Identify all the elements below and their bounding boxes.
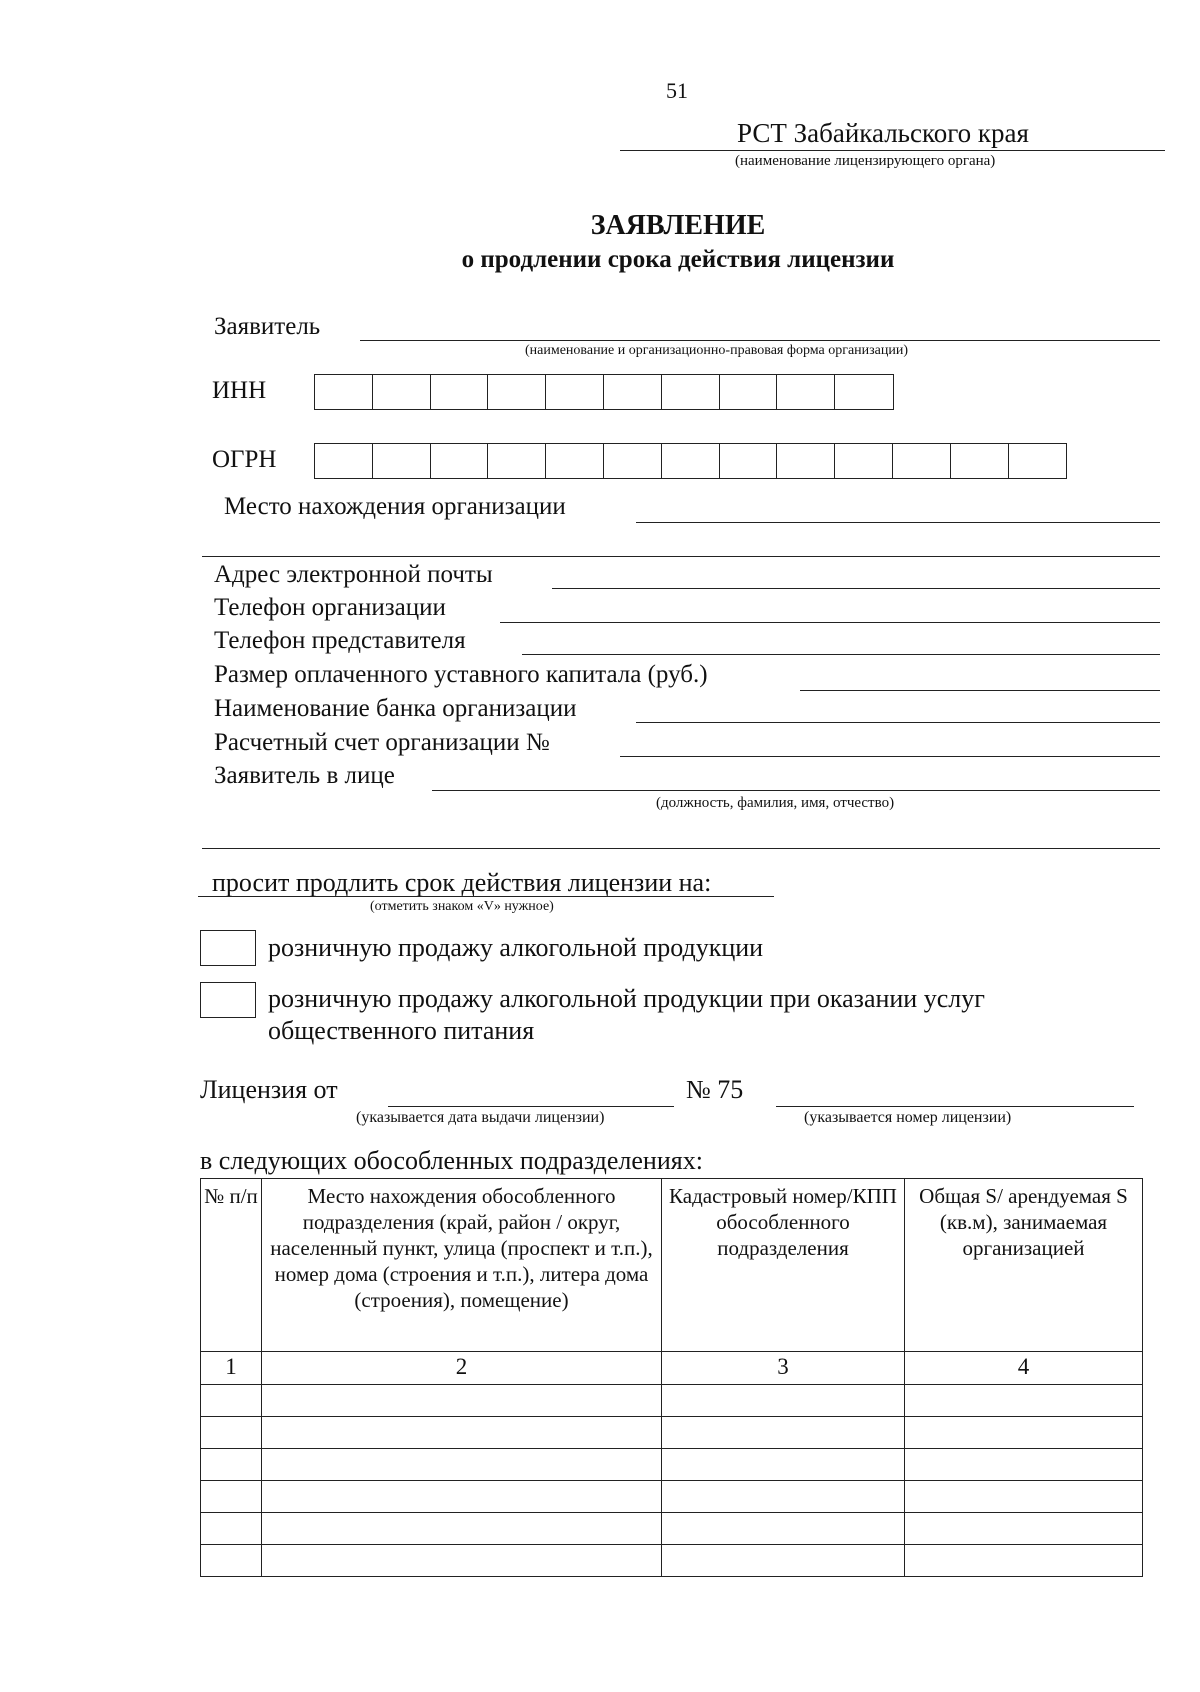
license-label: Лицензия от [200,1075,338,1104]
ogrn-cell[interactable] [835,444,893,478]
subdivisions-table [200,1178,1143,1577]
table-cell[interactable] [662,1385,905,1417]
applicant-field[interactable] [360,340,1160,341]
rep-phone-label: Телефон представителя [214,627,466,654]
column-number: 3 [662,1352,905,1385]
table-cell[interactable] [662,1513,905,1545]
table-row [201,1449,1143,1481]
org-phone-field[interactable] [500,622,1160,623]
table-cell[interactable] [201,1545,262,1577]
location-field-line2[interactable] [202,556,1160,557]
inn-cell[interactable] [662,375,720,409]
authority-name: РСТ Забайкальского края [737,118,1029,148]
table-cell[interactable] [201,1513,262,1545]
ogrn-cell[interactable] [546,444,604,478]
inn-cell[interactable] [373,375,431,409]
license-number-field[interactable] [776,1106,1134,1107]
option2-label-line1: розничную продажу алкогольной продукции при оказании услуг [268,984,985,1013]
document-title: ЗАЯВЛЕНИЕ [590,210,766,241]
ogrn-cell[interactable] [951,444,1009,478]
bank-field[interactable] [636,722,1160,723]
header-cadastral: Кадастровый номер/КПП обособленного подразделения [662,1179,905,1352]
license-date-field[interactable] [388,1106,674,1107]
org-phone-label: Телефон организации [214,594,446,621]
ogrn-cell[interactable] [604,444,662,478]
request-underline [198,896,774,897]
table-cell[interactable] [905,1385,1143,1417]
option2-checkbox[interactable] [200,982,256,1018]
ogrn-cell[interactable] [662,444,720,478]
inn-cell[interactable] [835,375,893,409]
rep-phone-field[interactable] [522,654,1160,655]
header-location: Место нахождения обособленного подразделения (край, район / округ, населенный пункт, улица (проспект и т.п.), номер дома (строения и т.п.), литера дома (строения), помещение) [262,1179,662,1352]
table-cell[interactable] [201,1385,262,1417]
table-cell[interactable] [262,1481,662,1513]
table-cell[interactable] [905,1481,1143,1513]
header-number: № п/п [201,1179,262,1352]
bank-label: Наименование банка организации [214,695,577,722]
email-label: Адрес электронной почты [214,561,493,588]
table-cell[interactable] [262,1385,662,1417]
table-cell[interactable] [262,1545,662,1577]
email-field[interactable] [552,588,1160,589]
table-cell[interactable] [262,1513,662,1545]
ogrn-cell[interactable] [1009,444,1067,478]
table-cell[interactable] [905,1545,1143,1577]
header-area: Общая S/ арендуемая S (кв.м), занимаемая организацией [905,1179,1143,1352]
ogrn-cell[interactable] [315,444,373,478]
inn-cell[interactable] [546,375,604,409]
table-header-row [201,1179,1143,1352]
table-number-row [201,1352,1143,1385]
table-row [201,1513,1143,1545]
table-cell[interactable] [662,1417,905,1449]
inn-cells[interactable] [314,374,894,410]
column-number: 1 [201,1352,262,1385]
table-cell[interactable] [905,1417,1143,1449]
request-caption: (отметить знаком «V» нужное) [370,899,554,914]
license-number-caption: (указывается номер лицензии) [804,1109,1012,1126]
inn-cell[interactable] [777,375,835,409]
option1-checkbox[interactable] [200,930,256,966]
inn-cell[interactable] [431,375,489,409]
person-caption: (должность, фамилия, имя, отчество) [656,795,895,811]
applicant-label: Заявитель [214,313,321,340]
table-row [201,1545,1143,1577]
table-row [201,1417,1143,1449]
inn-cell[interactable] [315,375,373,409]
table-cell[interactable] [262,1417,662,1449]
inn-cell[interactable] [604,375,662,409]
table-cell[interactable] [905,1513,1143,1545]
ogrn-cell[interactable] [720,444,778,478]
license-number-label: № 75 [686,1075,744,1104]
column-number: 2 [262,1352,662,1385]
option2-label-line2: общественного питания [268,1016,535,1045]
capital-field[interactable] [800,690,1160,691]
applicant-caption: (наименование и организационно-правовая форма организации) [525,343,909,358]
page-number: 51 [666,78,688,103]
request-text: просит продлить срок действия лицензии на: [212,868,712,897]
option1-label: розничную продажу алкогольной продукции [268,933,764,962]
ogrn-cell[interactable] [488,444,546,478]
location-label: Место нахождения организации [224,493,566,520]
ogrn-cell[interactable] [777,444,835,478]
authority-caption: (наименование лицензирующего органа) [735,153,996,169]
location-field[interactable] [636,522,1160,523]
account-field[interactable] [620,756,1160,757]
ogrn-cells[interactable] [314,443,1067,479]
table-cell[interactable] [662,1449,905,1481]
inn-label: ИНН [212,377,267,404]
ogrn-cell[interactable] [893,444,951,478]
table-cell[interactable] [262,1449,662,1481]
authority-underline [620,150,1165,151]
ogrn-cell[interactable] [373,444,431,478]
table-row [201,1481,1143,1513]
capital-label: Размер оплаченного уставного капитала (руб.) [214,661,708,688]
person-field-line2[interactable] [202,848,1160,849]
license-date-caption: (указывается дата выдачи лицензии) [356,1109,605,1126]
table-cell[interactable] [201,1417,262,1449]
person-label: Заявитель в лице [214,762,395,789]
inn-cell[interactable] [488,375,546,409]
inn-cell[interactable] [720,375,778,409]
table-row [201,1385,1143,1417]
person-field[interactable] [432,790,1160,791]
table-cell[interactable] [662,1545,905,1577]
column-number: 4 [905,1352,1143,1385]
account-label: Расчетный счет организации № [214,729,550,756]
ogrn-cell[interactable] [431,444,489,478]
ogrn-label: ОГРН [212,446,277,473]
table-cell[interactable] [662,1481,905,1513]
table-cell[interactable] [905,1449,1143,1481]
table-cell[interactable] [201,1481,262,1513]
table-cell[interactable] [201,1449,262,1481]
document-subtitle: о продлении срока действия лицензии [461,246,895,273]
table-intro: в следующих обособленных подразделениях: [200,1146,703,1175]
